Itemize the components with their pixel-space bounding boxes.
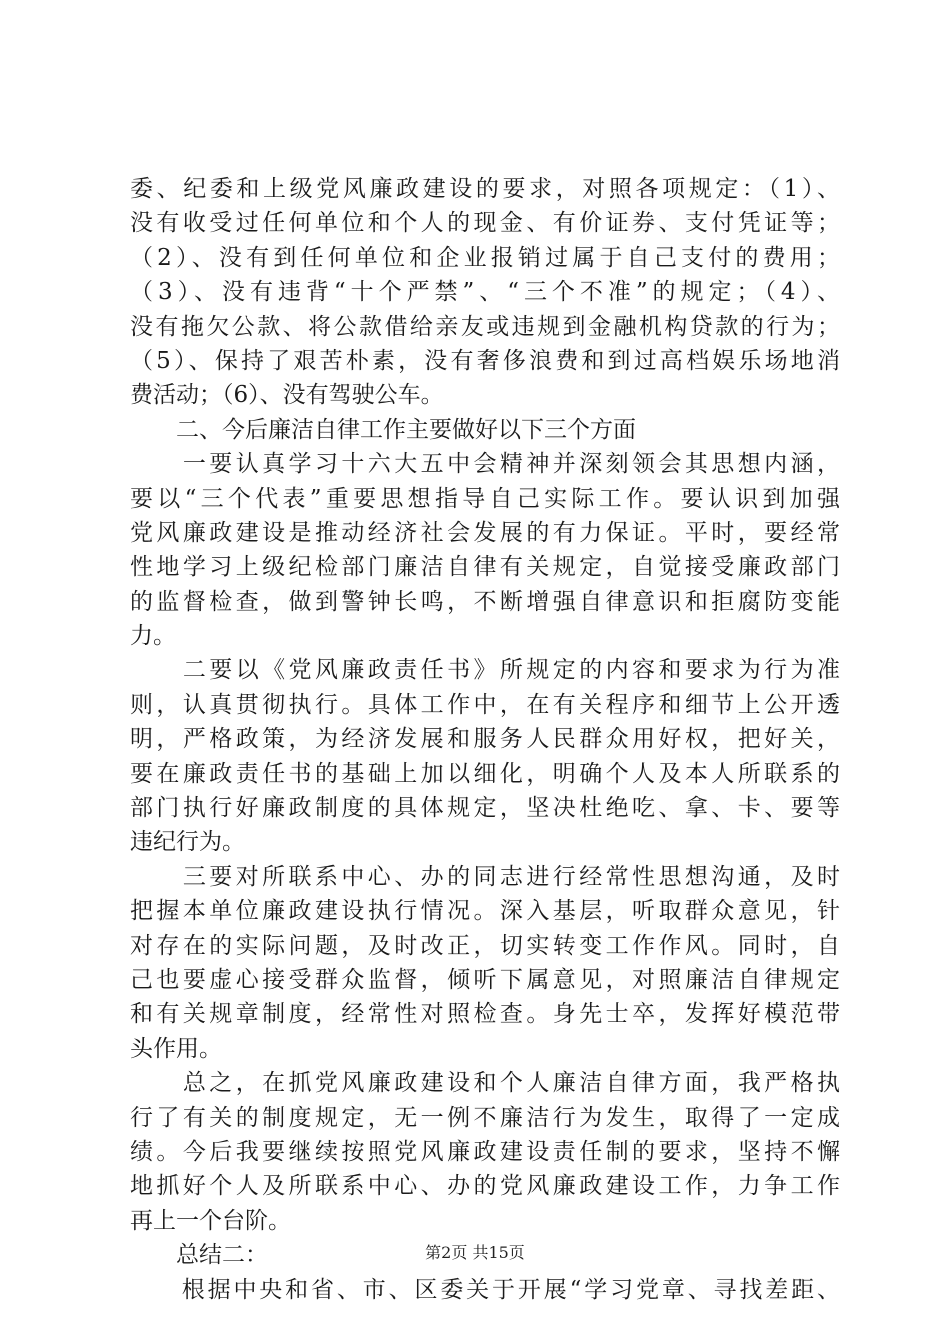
text-line: 要以“三个代表”重要思想指导自己实际工作。要认识到加强 [130,485,840,512]
text-line: （3）、没有违背“十个严禁”、“三个不准”的规定；（4）、 [130,279,840,306]
text-line: 三要对所联系中心、办的同志进行经常性思想沟通，及时 [130,863,840,890]
text-line: （5）、保持了艰苦朴素，没有奢侈浪费和到过高档娱乐场地消 [130,347,840,374]
text-line: 没有拖欠公款、将公款借给亲友或违规到金融机构贷款的行为； [130,313,840,340]
text-line: （2）、没有到任何单位和企业报销过属于自己支付的费用； [130,244,840,271]
text-line: 违纪行为。 [130,829,245,856]
document-body [130,172,840,1307]
text-line: 再上一个台阶。 [130,1207,291,1234]
text-line: 的监督检查，做到警钟长鸣，不断增强自律意识和拒腐防变能 [130,588,840,615]
text-line: 头作用。 [130,1035,222,1062]
text-line: 和有关规章制度，经常性对照检查。身先士卒，发挥好模范带 [130,1001,840,1028]
text-line: 则，认真贯彻执行。具体工作中，在有关程序和细节上公开透 [130,691,840,718]
text-line: 费活动；（6）、没有驾驶公车。 [130,382,444,409]
text-line: 绩。今后我要继续按照党风廉政建设责任制的要求，坚持不懈 [130,1138,840,1165]
text-line: 性地学习上级纪检部门廉洁自律有关规定，自觉接受廉政部门 [130,554,840,581]
text-line: 二要以《党风廉政责任书》所规定的内容和要求为行为准 [130,657,840,684]
text-line: 根据中央和省、市、区委关于开展“学习党章、寻找差距、 [130,1276,840,1303]
text-line: 行了有关的制度规定，无一例不廉洁行为发生，取得了一定成 [130,1104,840,1131]
text-line: 部门执行好廉政制度的具体规定，坚决杜绝吃、拿、卡、要等 [130,795,840,822]
text-line: 力。 [130,623,176,650]
text-line: 总之，在抓党风廉政建设和个人廉洁自律方面，我严格执 [130,1070,840,1097]
text-line: 对存在的实际问题，及时改正，切实转变工作作风。同时，自 [130,932,840,959]
text-line: 党风廉政建设是推动经济社会发展的有力保证。平时，要经常 [130,519,840,546]
text-line: 明，严格政策，为经济发展和服务人民群众用好权，把好关， [130,726,840,753]
page-number-footer: 第2页 共15页 [425,1243,525,1262]
text-line: 己也要虚心接受群众监督，倾听下属意见，对照廉洁自律规定 [130,966,840,993]
text-line: 把握本单位廉政建设执行情况。深入基层，听取群众意见，针 [130,898,840,925]
text-line: 要在廉政责任书的基础上加以细化，明确个人及本人所联系的 [130,760,840,787]
text-line: 地抓好个人及所联系中心、办的党风廉政建设工作，力争工作 [130,1173,840,1200]
section-heading: 二、今后廉洁自律工作主要做好以下三个方面 [130,416,636,443]
text-line: 一要认真学习十六大五中会精神并深刻领会其思想内涵， [130,451,840,478]
text-line: 没有收受过任何单位和个人的现金、有价证券、支付凭证等； [130,210,840,237]
text-line: 委、纪委和上级党风廉政建设的要求，对照各项规定：（1）、 [130,176,840,202]
section-heading: 总结二： [130,1242,268,1269]
